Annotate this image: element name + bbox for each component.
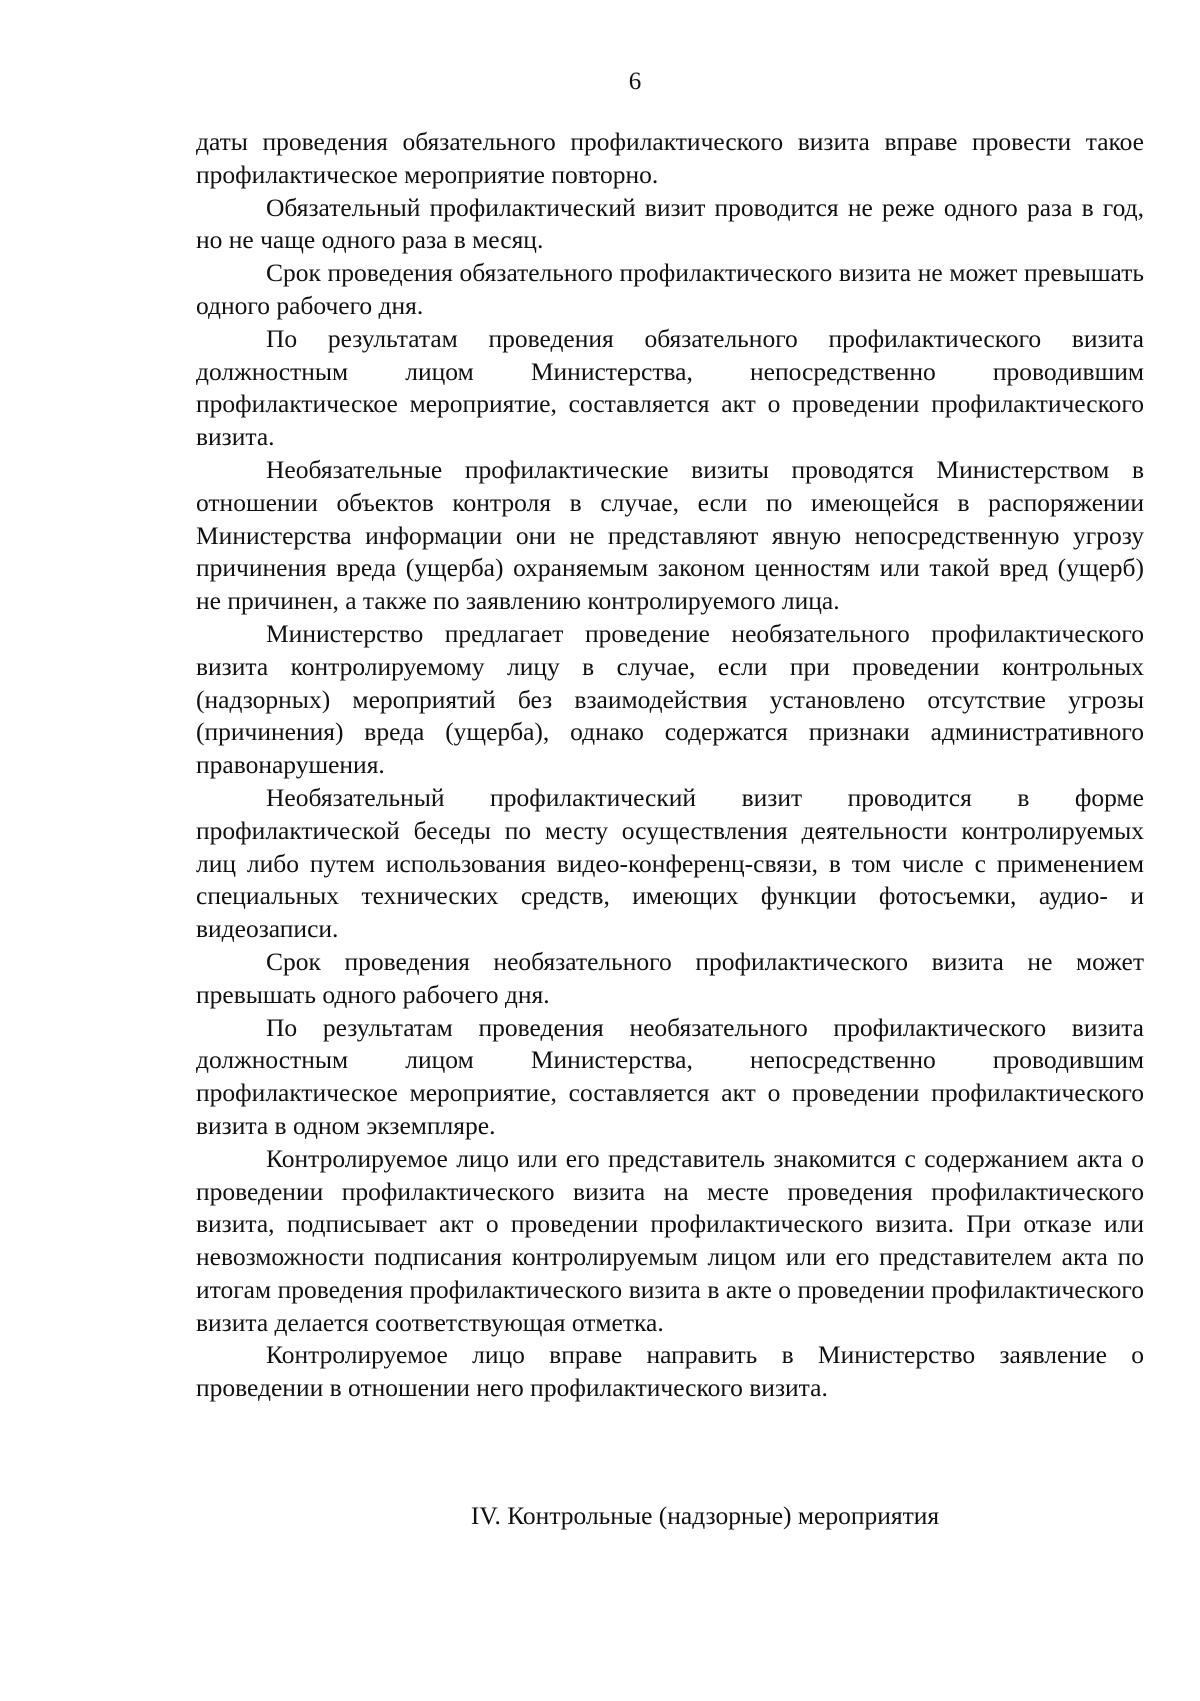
paragraph-continuation: даты проведения обязательного профилактического визита вправе провести такое профилактическое мероприятие повторно.: [196, 127, 1144, 189]
paragraph: Контролируемое лицо или его представитель знакомится с содержанием акта о проведении профилактического визита на месте проведения профилактического визита, подписывает акт о проведении профилактического визита. При отказе или невозможности подписания контролируемым лицом или его представителем акта по итогам проведения профилактического визита в акте о проведении профилактического визита делается соответствующая отметка.: [196, 1143, 1144, 1337]
paragraph: Министерство предлагает проведение необязательного профилактического визита контролируемому лицу в случае, если при проведении контрольных (надзорных) мероприятий без взаимодействия установлено отсутствие угрозы (причинения) вреда (ущерба), однако содержатся признаки административного правонарушения.: [196, 618, 1144, 780]
paragraph: Необязательный профилактический визит проводится в форме профилактической беседы по месту осуществления деятельности контролируемых лиц либо путем использования видео-конференц-связи, в том числе с применением специальных технических средств, имеющих функции фотосъемки, аудио- и видеозаписи.: [196, 782, 1144, 944]
section-heading: IV. Контрольные (надзорные) мероприятия: [470, 1501, 940, 1530]
paragraph: Срок проведения необязательного профилактического визита не может превышать одного рабочего дня.: [196, 946, 1144, 1009]
page-number: 6: [628, 68, 642, 95]
paragraph: По результатам проведения необязательного профилактического визита должностным лицом Министерства, непосредственно проводившим профилактическое мероприятие, составляется акт о проведении профилактического визита в одном экземпляре.: [196, 1012, 1144, 1140]
document-body: [196, 126, 1144, 1405]
paragraph: По результатам проведения обязательного профилактического визита должностным лицом Министерства, непосредственно проводившим профилактическое мероприятие, составляется акт о проведении профилактического визита.: [196, 323, 1144, 452]
paragraph: Срок проведения обязательного профилактического визита не может превышать одного рабочего дня.: [196, 258, 1144, 320]
paragraph: Обязательный профилактический визит проводится не реже одного раза в год, но не чаще одного раза в месяц.: [196, 192, 1144, 255]
paragraph: Контролируемое лицо вправе направить в Министерство заявление о проведении в отношении него профилактического визита.: [196, 1340, 1144, 1403]
paragraph: Необязательные профилактические визиты проводятся Министерством в отношении объектов контроля в случае, если по имеющейся в распоряжении Министерства информации они не представляют явную непосредственную угрозу причинения вреда (ущерба) охраняемым законом ценностям или такой вред (ущерб) не причинен, а также по заявлению контролируемого лица.: [196, 454, 1144, 616]
